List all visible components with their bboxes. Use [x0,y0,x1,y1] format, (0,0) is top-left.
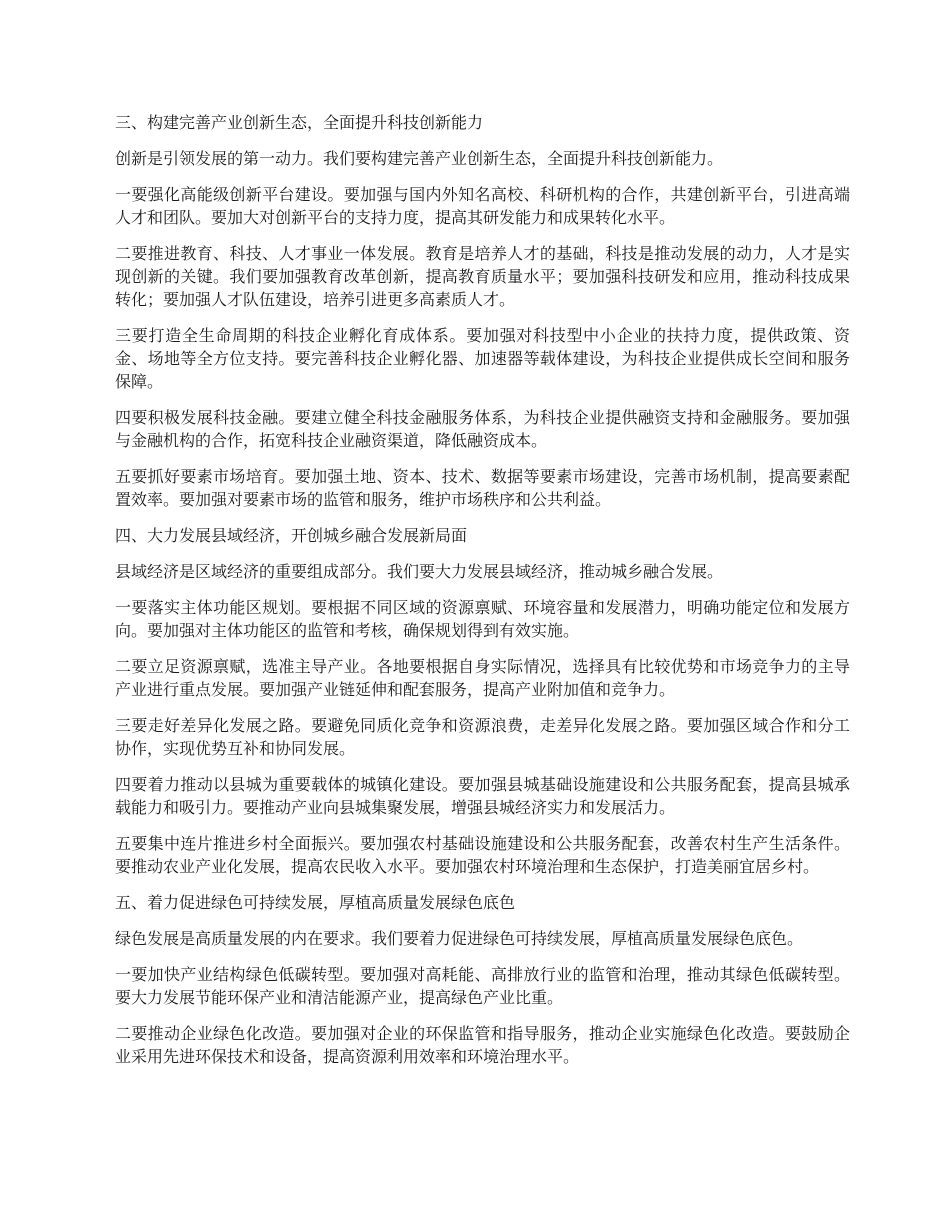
document-page [115,111,850,1081]
body-paragraph: 三要打造全生命周期的科技企业孵化育成体系。要加强对科技型中小企业的扶持力度，提供政策、资金、场地等全方位支持。要完善科技企业孵化器、加速器等载体建设，为科技企业提供成长空间和服务保障。 [115,326,850,391]
section-heading-4: 四、大力发展县域经济，开创城乡融合发展新局面 [115,526,468,545]
body-paragraph: 五要抓好要素市场培育。要加强土地、资本、技术、数据等要素市场建设，完善市场机制，提高要素配置效率。要加强对要素市场的监管和服务，维护市场秩序和公共利益。 [115,467,850,509]
body-paragraph: 二要立足资源禀赋，选准主导产业。各地要根据自身实际情况，选择具有比较优势和市场竞争力的主导产业进行重点发展。要加强产业链延伸和配套服务，提高产业附加值和竞争力。 [115,657,850,699]
section-heading-3: 三、构建完善产业创新生态，全面提升科技创新能力 [115,113,484,132]
body-paragraph: 四要积极发展科技金融。要建立健全科技金融服务体系，为科技企业提供融资支持和金融服务。要加强与金融机构的合作，拓宽科技企业融资渠道，降低融资成本。 [115,408,850,450]
body-paragraph: 二要推进教育、科技、人才事业一体发展。教育是培养人才的基础，科技是推动发展的动力，人才是实现创新的关键。我们要加强教育改革创新，提高教育质量水平；要加强科技研发和应用，推动科技成果转化；要加强人才队伍建设，培养引进更多高素质人才。 [115,244,850,309]
section-intro-paragraph: 县域经济是区域经济的重要组成部分。我们要大力发展县域经济，推动城乡融合发展。 [115,562,724,581]
body-paragraph: 三要走好差异化发展之路。要避免同质化竞争和资源浪费，走差异化发展之路。要加强区域合作和分工协作，实现优势互补和协同发展。 [115,716,850,758]
body-paragraph: 一要加快产业结构绿色低碳转型。要加强对高耗能、高排放行业的监管和治理，推动其绿色低碳转型。要大力发展节能环保产业和清洁能源产业，提高绿色产业比重。 [115,965,850,1007]
body-paragraph: 五要集中连片推进乡村全面振兴。要加强农村基础设施建设和公共服务配套，改善农村生产生活条件。要推动农业产业化发展，提高农民收入水平。要加强农村环境治理和生态保护，打造美丽宜居乡村。 [115,834,850,876]
section-intro-paragraph: 绿色发展是高质量发展的内在要求。我们要着力促进绿色可持续发展，厚植高质量发展绿色底色。 [115,929,804,948]
section-intro-paragraph: 创新是引领发展的第一动力。我们要构建完善产业创新生态，全面提升科技创新能力。 [115,149,724,168]
body-paragraph: 一要落实主体功能区规划。要根据不同区域的资源禀赋、环境容量和发展潜力，明确功能定位和发展方向。要加强对主体功能区的监管和考核，确保规划得到有效实施。 [115,598,850,640]
section-heading-5: 五、着力促进绿色可持续发展，厚植高质量发展绿色底色 [115,893,516,912]
body-paragraph: 二要推动企业绿色化改造。要加强对企业的环保监管和指导服务，推动企业实施绿色化改造。要鼓励企业采用先进环保技术和设备，提高资源利用效率和环境治理水平。 [115,1024,850,1066]
body-paragraph: 一要强化高能级创新平台建设。要加强与国内外知名高校、科研机构的合作，共建创新平台，引进高端人才和团队。要加大对创新平台的支持力度，提高其研发能力和成果转化水平。 [115,185,850,227]
body-paragraph: 四要着力推动以县城为重要载体的城镇化建设。要加强县城基础设施建设和公共服务配套，提高县城承载能力和吸引力。要推动产业向县城集聚发展，增强县城经济实力和发展活力。 [115,775,850,817]
